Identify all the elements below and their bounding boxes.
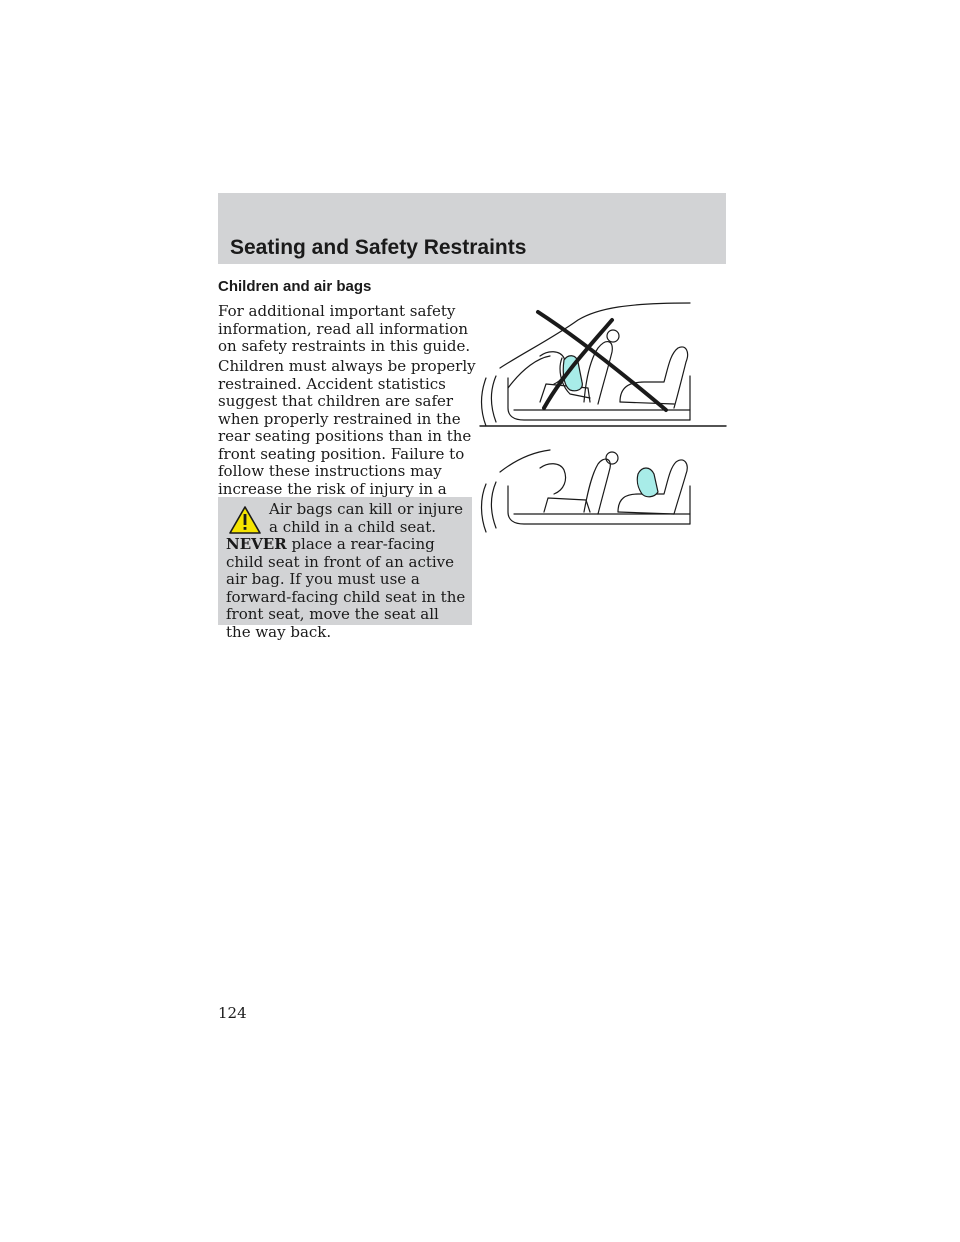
warning-rest: place a rear-facing child seat in front of an active air bag. If you must use a forward-facing child seat in the front seat, move the seat all the way back. [226, 535, 466, 641]
correct-placement-car [482, 450, 691, 532]
body-paragraph: Children must always be properly restrained. Accident statistics suggest that children are safer when properly restrained in the rear seating positions than in the front seating position. Failure to follow these instructions may increase the risk of injury in a [218, 357, 476, 498]
warning-box [218, 497, 472, 641]
warning-intro: Air bags can kill or injure a child in a child seat. [269, 500, 463, 536]
section-heading: Children and air bags [218, 278, 372, 295]
body-paragraph: For additional important safety information, read all information on safety restraints in this guide. [218, 302, 471, 355]
header-bar [218, 193, 726, 264]
warning-emphasis: NEVER [226, 535, 287, 553]
warning-text [226, 501, 468, 641]
page-title: Seating and Safety Restraints [230, 236, 527, 259]
page-number: 124 [218, 1004, 247, 1022]
incorrect-placement-car [482, 303, 691, 426]
child-seat-illustration [478, 298, 728, 558]
